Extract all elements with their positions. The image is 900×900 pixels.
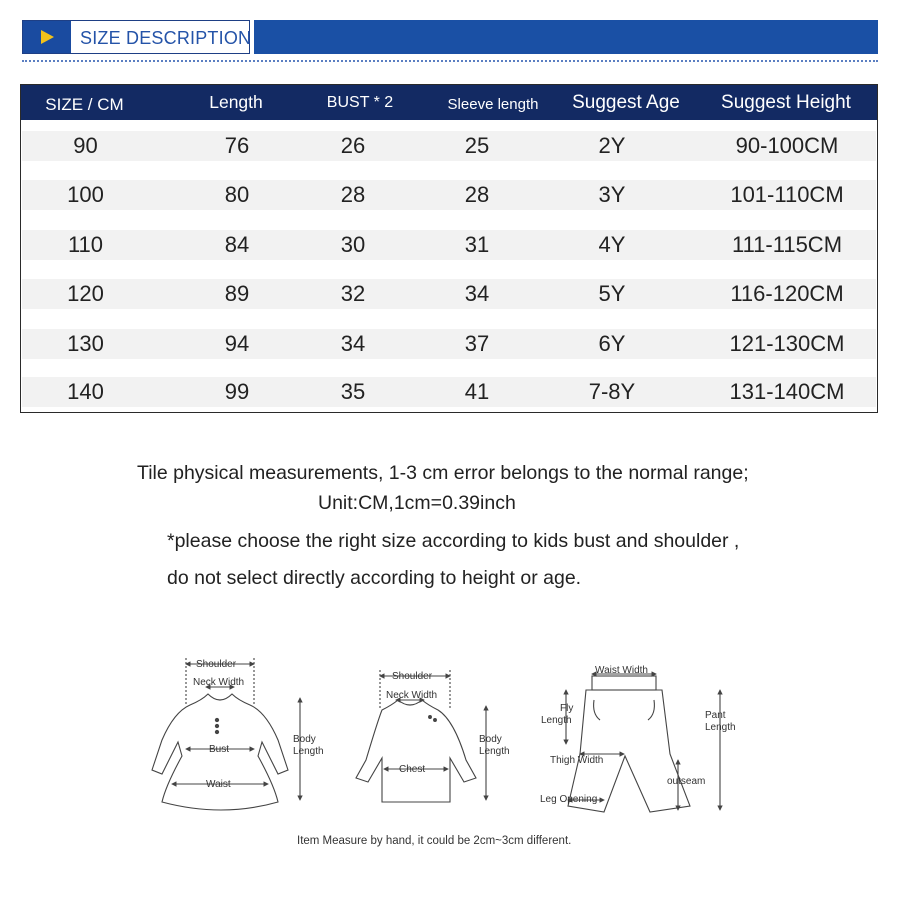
cell-bust: 35 [340,379,366,404]
cell-sleeve: 37 [464,331,490,356]
pants-outseam-label: outseam [667,776,706,787]
note-do-not-select: do not select directly according to height or age. [167,567,582,589]
table-row [22,377,876,407]
cell-length: 99 [224,379,250,404]
pants-diagram [566,674,720,812]
shirt-neck-width-label: Neck Width [386,690,438,701]
column-header-size: SIZE / CM [45,95,124,114]
dress-neck-width-label: Neck Width [193,677,245,688]
cell-size: 110 [67,232,104,257]
pants-thigh-width-label: Thigh Width [550,755,604,766]
table-row [22,279,876,309]
dress-shoulder-label: Shoulder [196,659,237,670]
cell-size: 100 [67,182,104,207]
cell-length: 94 [224,331,250,356]
cell-age: 4Y [598,232,626,257]
section-header [22,20,878,54]
pants-waist-width-label: Waist Width [595,665,648,676]
size-table [20,84,878,413]
measurement-diagrams [130,650,770,830]
pants-pant-label: Pant [705,710,726,721]
cell-length: 80 [224,182,250,207]
cell-bust: 28 [340,182,366,207]
cell-sleeve: 28 [464,182,490,207]
shirt-chest-label: Chest [399,764,426,775]
cell-sleeve: 25 [464,133,490,158]
cell-age: 2Y [598,133,626,158]
dress-length-label: Length [293,746,324,757]
dress-body-label: Body [293,734,316,745]
column-header-age: Suggest Age [572,92,680,113]
cell-height: 121-130CM [729,331,845,356]
note-choose-size: *please choose the right size according to kids bust and shoulder , [167,530,740,552]
cell-length: 76 [224,133,250,158]
header-title-box [22,20,250,54]
shirt-shoulder-label: Shoulder [392,671,433,682]
pants-leg-opening-label: Leg Opening [540,794,598,805]
dotted-divider [22,60,878,62]
cell-age: 7-8Y [588,379,636,404]
cell-bust: 34 [340,331,366,356]
shirt-length-label: Length [479,746,510,757]
cell-size: 120 [67,281,104,306]
cell-bust: 30 [340,232,366,257]
cell-height: 90-100CM [735,133,839,158]
shirt-body-label: Body [479,734,502,745]
header-arrow-box [23,21,71,53]
table-header-row [21,85,877,120]
column-header-height: Suggest Height [721,92,851,113]
cell-height: 101-110CM [730,182,844,207]
table-row [22,131,876,161]
note-measurement-error: Tile physical measurements, 1-3 cm error belongs to the normal range; [137,462,749,484]
cell-sleeve: 41 [464,379,490,404]
pants-length-label: Length [705,722,736,733]
table-row [22,230,876,260]
column-header-length: Length [209,92,263,112]
measurement-footnote: Item Measure by hand, it could be 2cm~3cm different. [297,835,572,847]
pants-fly-length-label: Length [541,715,572,726]
play-triangle-icon [41,30,54,44]
cell-height: 131-140CM [729,379,845,404]
column-header-sleeve: Sleeve length [447,96,539,113]
cell-sleeve: 34 [464,281,490,306]
cell-height: 111-115CM [731,232,843,257]
column-header-bust: BUST * 2 [326,94,394,111]
cell-size: 130 [67,331,104,356]
header-band [254,20,878,54]
table-row [22,329,876,359]
note-unit: Unit:CM,1cm=0.39inch [318,492,516,514]
cell-age: 6Y [598,331,626,356]
cell-sleeve: 31 [464,232,490,257]
cell-length: 84 [224,232,250,257]
table-row [22,180,876,210]
cell-length: 89 [224,281,250,306]
cell-age: 5Y [598,281,626,306]
dress-bust-label: Bust [209,744,230,755]
section-title: SIZE DESCRIPTION [80,28,252,48]
cell-size: 140 [67,379,104,404]
pants-fly-label: Fly [560,703,574,714]
dress-waist-label: Waist [206,779,231,790]
cell-height: 116-120CM [730,281,844,306]
cell-bust: 32 [340,281,366,306]
cell-bust: 26 [340,133,366,158]
cell-age: 3Y [598,182,626,207]
cell-size: 90 [73,133,98,158]
